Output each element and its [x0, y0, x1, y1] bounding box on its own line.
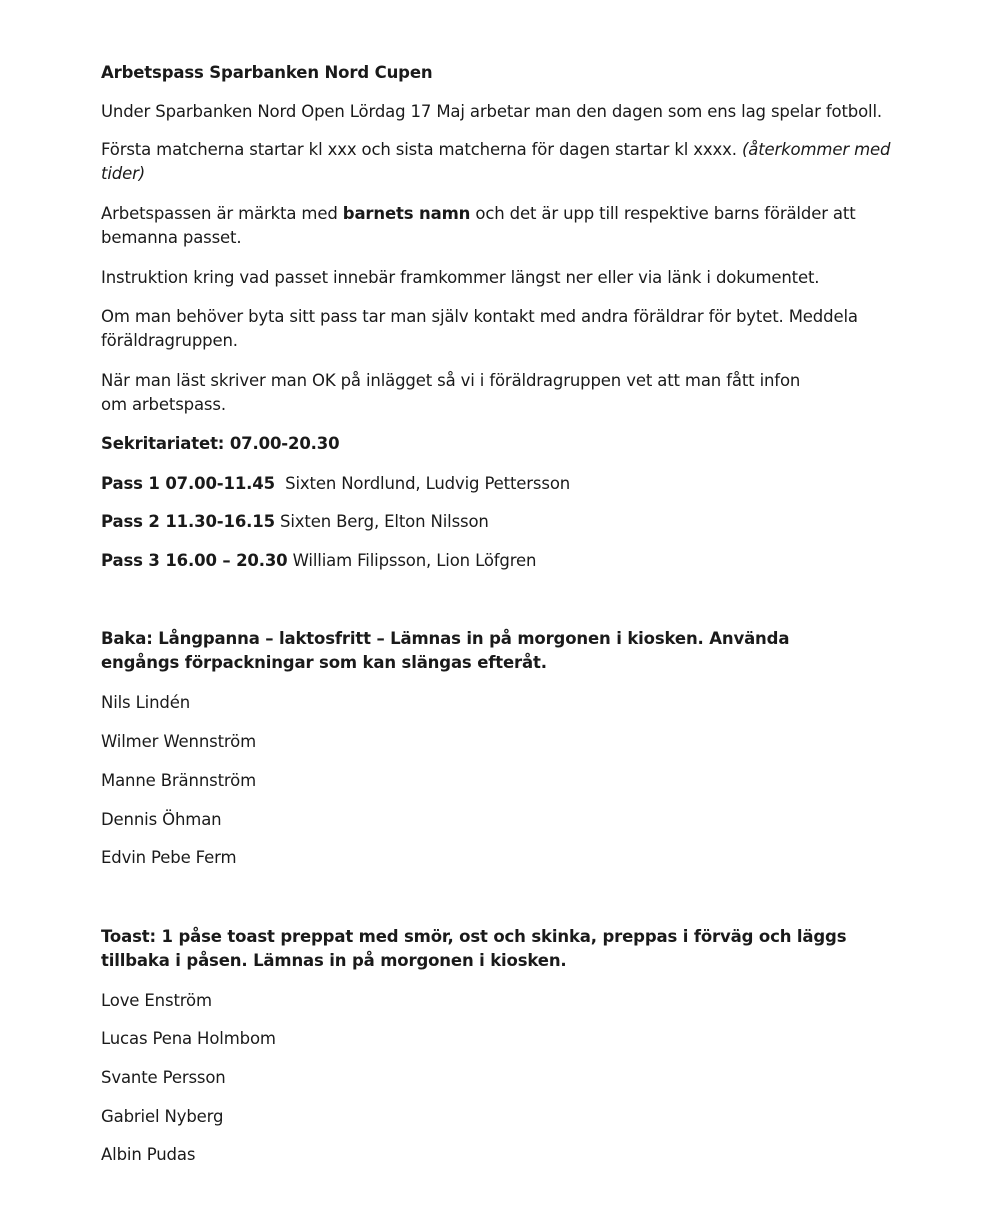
intro-paragraph-3-bold: barnets namn [342, 204, 471, 223]
baka-heading: Baka: Långpanna – laktosfritt – Lämnas in på morgonen i kiosken. Använda engångs förpackningar som kan slängas efteråt. [101, 629, 790, 672]
intro-paragraph-2-text: Första matcherna startar kl xxx och sista matcherna för dagen startar kl xxxx. [101, 140, 742, 159]
pass-2-label: Pass 2 11.30-16.15 [101, 512, 275, 531]
intro-paragraph-2-italic: (återkommer med tider) [101, 140, 891, 183]
intro-paragraph-6: När man läst skriver man OK på inlägget så vi i föräldragruppen vet att man fått infon om arbetspass. [101, 371, 801, 414]
intro-paragraph-3-end: och det är upp till respektive barns förälder att bemanna passet. [101, 204, 856, 247]
toast-name-1: Love Enström [101, 991, 212, 1010]
intro-paragraph-2 [101, 138, 891, 186]
baka-name-1: Nils Lindén [101, 693, 191, 712]
intro-paragraph-4: Instruktion kring vad passet innebär framkommer längst ner eller via länk i dokumentet. [101, 268, 820, 287]
pass-line-2 [101, 510, 489, 534]
baka-name-3: Manne Brännström [101, 771, 257, 790]
pass-3-label: Pass 3 16.00 – 20.30 [101, 551, 288, 570]
baka-name-5: Edvin Pebe Ferm [101, 848, 237, 867]
toast-name-2: Lucas Pena Holmbom [101, 1029, 276, 1048]
document-title: Arbetspass Sparbanken Nord Cupen [101, 63, 433, 82]
intro-paragraph-3-start: Arbetspassen är märkta med [101, 204, 343, 223]
intro-paragraph-5: Om man behöver byta sitt pass tar man själv kontakt med andra föräldrar för bytet. Meddela föräldragruppen. [101, 307, 858, 350]
baka-name-4: Dennis Öhman [101, 810, 222, 829]
toast-name-4: Gabriel Nyberg [101, 1107, 224, 1126]
pass-1-names: Sixten Nordlund, Ludvig Pettersson [274, 474, 571, 493]
pass-1-label: Pass 1 07.00-11.45 [101, 474, 275, 493]
pass-line-1 [101, 472, 570, 496]
toast-heading: Toast: 1 påse toast preppat med smör, ost och skinka, preppas i förväg och läggs tillbaka i påsen. Lämnas in på morgonen i kiosken. [101, 927, 847, 970]
baka-name-2: Wilmer Wennström [101, 732, 257, 751]
intro-paragraph-3 [101, 202, 861, 250]
pass-line-3 [101, 549, 536, 573]
toast-name-5: Albin Pudas [101, 1145, 196, 1164]
toast-name-3: Svante Persson [101, 1068, 226, 1087]
pass-3-names: William Filipsson, Lion Löfgren [287, 551, 537, 570]
intro-paragraph-1: Under Sparbanken Nord Open Lördag 17 Maj arbetar man den dagen som ens lag spelar fotboll. [101, 102, 882, 121]
sekretariat-heading: Sekritariatet: 07.00-20.30 [101, 434, 340, 453]
pass-2-names: Sixten Berg, Elton Nilsson [274, 512, 489, 531]
